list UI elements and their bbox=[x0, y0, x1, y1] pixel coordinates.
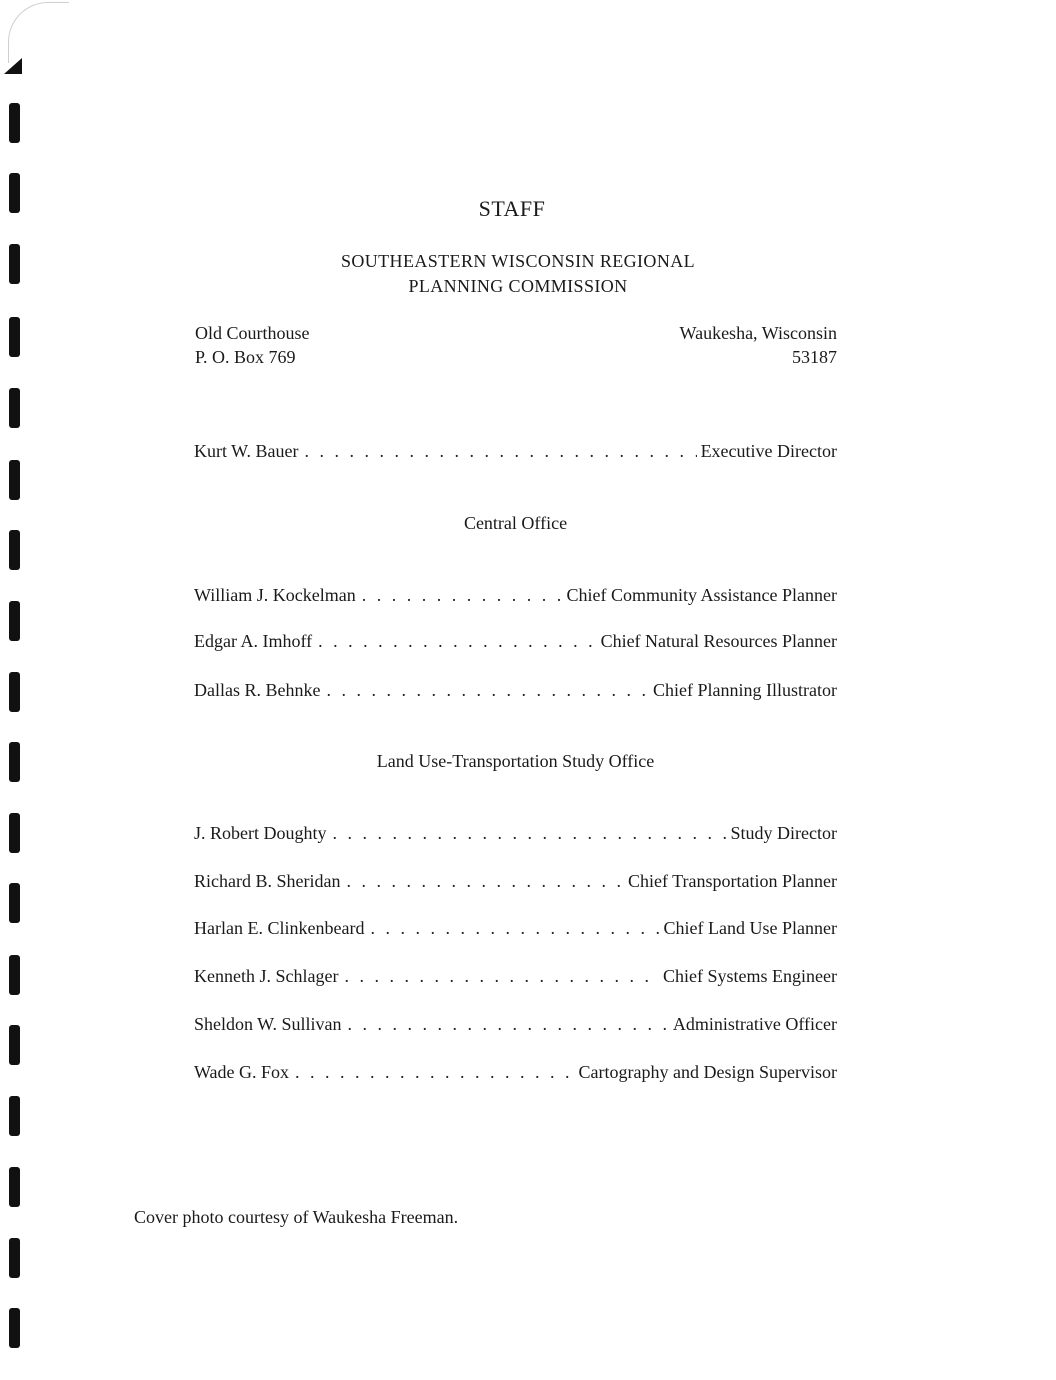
staff-role: Chief Natural Resources Planner bbox=[597, 631, 837, 652]
binding-hole bbox=[9, 1096, 20, 1136]
section-heading-central-office: Central Office bbox=[463, 513, 568, 533]
staff-row bbox=[194, 1014, 837, 1035]
staff-role: Chief Planning Illustrator bbox=[649, 680, 837, 701]
dot-leader bbox=[344, 966, 659, 987]
binding-hole bbox=[9, 460, 20, 500]
binding-hole bbox=[9, 317, 20, 357]
address-street: Old Courthouse bbox=[195, 323, 310, 343]
staff-role: Chief Systems Engineer bbox=[659, 966, 837, 987]
staff-role: Administrative Officer bbox=[669, 1014, 837, 1035]
binding-hole bbox=[9, 1308, 20, 1348]
staff-row bbox=[194, 918, 837, 939]
dot-leader bbox=[362, 585, 563, 606]
dot-leader bbox=[295, 1062, 575, 1083]
address-left bbox=[195, 321, 310, 369]
binding-hole bbox=[9, 1238, 20, 1278]
staff-row bbox=[194, 871, 837, 892]
staff-name: Richard B. Sheridan bbox=[194, 871, 341, 891]
staff-role: Executive Director bbox=[697, 441, 837, 462]
staff-row bbox=[194, 680, 837, 701]
address-po-box: P. O. Box 769 bbox=[195, 347, 296, 367]
staff-role: Chief Transportation Planner bbox=[624, 871, 837, 892]
binding-hole bbox=[9, 1025, 20, 1065]
dot-leader bbox=[333, 823, 727, 844]
binding-hole bbox=[9, 103, 20, 143]
staff-name: Dallas R. Behnke bbox=[194, 680, 321, 700]
staff-name: Kurt W. Bauer bbox=[194, 441, 299, 461]
page-title: STAFF bbox=[478, 196, 546, 221]
address-city: Waukesha, Wisconsin bbox=[679, 323, 837, 343]
organization-name bbox=[0, 249, 1036, 299]
staff-role: Cartography and Design Supervisor bbox=[575, 1062, 837, 1083]
staff-name: Edgar A. Imhoff bbox=[194, 631, 313, 651]
staff-name: Wade G. Fox bbox=[194, 1062, 290, 1082]
staff-name: Kenneth J. Schlager bbox=[194, 966, 339, 986]
dot-leader bbox=[370, 918, 659, 939]
dot-leader bbox=[346, 871, 624, 892]
organization-line-2: PLANNING COMMISSION bbox=[408, 276, 628, 296]
binding-hole bbox=[9, 530, 20, 570]
staff-name: Sheldon W. Sullivan bbox=[194, 1014, 342, 1034]
binding-hole bbox=[9, 388, 20, 428]
binding-hole bbox=[9, 883, 20, 923]
binding-hole bbox=[9, 813, 20, 853]
staff-name: Harlan E. Clinkenbeard bbox=[194, 918, 365, 938]
staff-row bbox=[194, 966, 837, 987]
staff-row bbox=[194, 585, 837, 606]
section-heading-study-office: Land Use-Transportation Study Office bbox=[376, 751, 655, 771]
binding-hole bbox=[9, 955, 20, 995]
corner-triangle-mark bbox=[4, 58, 22, 74]
staff-name: J. Robert Doughty bbox=[194, 823, 327, 843]
dot-leader bbox=[348, 1014, 669, 1035]
dot-leader bbox=[326, 680, 649, 701]
staff-role: Chief Land Use Planner bbox=[660, 918, 837, 939]
staff-row bbox=[194, 1062, 837, 1083]
dot-leader bbox=[318, 631, 596, 652]
binding-hole bbox=[9, 672, 20, 712]
binding-hole bbox=[9, 1167, 20, 1207]
binding-hole bbox=[9, 601, 20, 641]
organization-line-1: SOUTHEASTERN WISCONSIN REGIONAL bbox=[340, 251, 696, 271]
staff-role: Chief Community Assistance Planner bbox=[563, 585, 837, 606]
staff-row-executive bbox=[194, 441, 837, 462]
staff-row bbox=[194, 823, 837, 844]
staff-row bbox=[194, 631, 837, 652]
page-corner-curl bbox=[8, 2, 69, 63]
address-zip: 53187 bbox=[792, 347, 837, 367]
staff-name: William J. Kockelman bbox=[194, 585, 356, 605]
staff-role: Study Director bbox=[727, 823, 837, 844]
address-right bbox=[680, 321, 837, 369]
dot-leader bbox=[304, 441, 696, 462]
cover-photo-credit: Cover photo courtesy of Waukesha Freeman. bbox=[134, 1207, 459, 1227]
